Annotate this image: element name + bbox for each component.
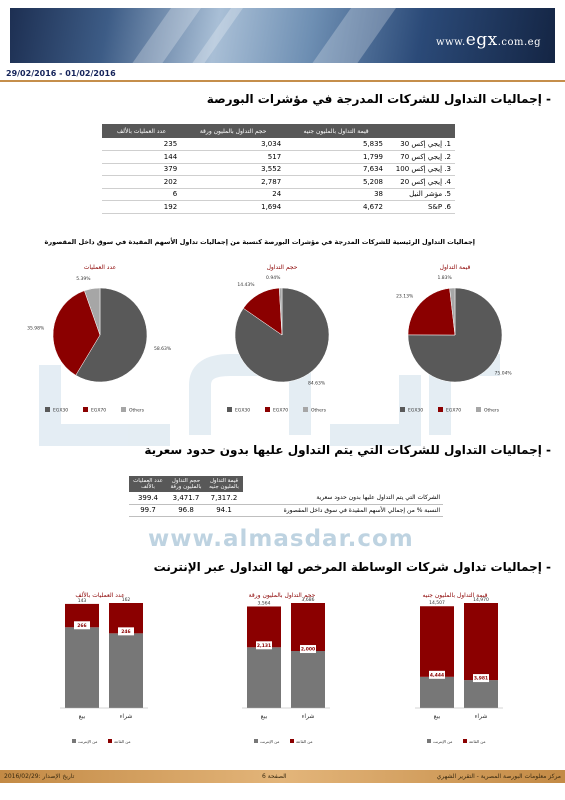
cell-value: 5,835 [285,138,387,151]
section2-title: - إجماليات التداول للشركات التي يتم التداول عليها بدون حدود سعرية [144,443,551,457]
header-rule [0,80,565,82]
col2-trades: عدد العمليات بالألف [129,476,167,492]
cell-volume: 2,787 [181,176,285,189]
cell-label: 5. مؤشر النيل [387,188,455,201]
bar-total-label: 143 [77,598,87,604]
table-row [129,504,443,516]
bar-category-label: شراء [301,713,315,720]
col-label [387,124,455,138]
cell-volume: 96.8 [167,504,205,516]
bar-total-label: 3,564 [257,601,271,607]
legend-swatch [83,407,88,412]
legend-swatch [121,407,126,412]
broker-bar-charts [0,588,565,758]
legend-label: EGX30 [235,408,251,414]
cell-value: 5,208 [285,176,387,189]
section3-title: - إجماليات تداول شركات الوساطة المرخص لها التداول عبر الإنترنت [153,560,551,574]
bar-category-label: شراء [474,713,488,720]
col2-value: قيمة التداول بالمليون جنيه [205,476,243,492]
cell-label: 2. إيجي إكس 70 [387,151,455,164]
bar-total-label: 14,507 [429,601,445,607]
bar-category-label: بيع [78,713,86,720]
bar-floor [291,603,325,651]
footer-issue-date: تاريخ الإصدار :2016/02/29 [4,773,75,780]
watermark-url: www.almasdar.com [148,526,414,552]
cell-value: 7,634 [285,163,387,176]
stacked-bar-chart [415,592,503,745]
col2-label [243,476,443,492]
legend-label: EGX70 [91,408,107,414]
legend-label: Others [484,408,500,414]
col-volume: حجم التداول بالمليون ورقة [181,124,285,138]
pie-data-label: 5.39% [76,276,91,282]
col-value: قيمة التداول بالمليون جنيه [285,124,387,138]
cell-label: S&P .6 [387,201,455,214]
cell-label: 1. إيجي إكس 30 [387,138,455,151]
bar-category-label: بيع [433,713,441,720]
bar-internet-label: 266 [77,623,87,629]
bar-internet-label: 246 [121,629,131,635]
legend-swatch [290,739,294,743]
no-limit-table [129,476,443,517]
pie-title: عدد العمليات [83,264,117,271]
legend-swatch [265,407,270,412]
cell-value: 7,317.2 [205,492,243,504]
pie-title: قيمة التداول [439,264,471,271]
footer-title: مركز معلومات البورصة المصرية - التقرير الشهري [436,773,561,780]
legend-swatch [438,407,443,412]
footer-page: الصفحة 6 [262,773,287,780]
legend-swatch [303,407,308,412]
pie-data-label: 35.98% [27,326,45,332]
cell-trades: 6 [102,188,181,201]
table-row [129,492,443,504]
pie-data-label: 84.63% [308,381,326,387]
cell-value: 4,672 [285,201,387,214]
bar-internet [65,627,99,708]
legend-label: من القاعة [114,739,131,744]
cell-trades: 379 [102,163,181,176]
bar-internet-label: 2,131 [256,643,272,649]
cell-volume: 3,034 [181,138,285,151]
legend-swatch [427,739,431,743]
bar-floor [420,606,454,677]
bar-total-label: 162 [121,598,131,603]
pie-data-label: 1.83% [437,276,452,282]
bar-chart-title: قيمة التداول بالمليون جنيه [422,592,488,599]
legend-swatch [254,739,258,743]
bar-chart-title: حجم التداول بالمليون ورقة [248,592,316,599]
legend-swatch [400,407,405,412]
legend-swatch [45,407,50,412]
pie-chart [227,264,329,414]
pie-title: حجم التداول [266,264,298,271]
table-row [102,188,455,201]
pie-data-label: 23.13% [396,294,414,300]
bar-internet [420,677,454,708]
stacked-bar-chart [242,592,330,745]
legend-label: من القاعة [296,739,313,744]
pie-data-label: 14.43% [237,283,255,289]
cell-trades: 192 [102,201,181,214]
bar-internet [109,633,143,708]
cell-label: النسبة % من إجمالي الأسهم المقيدة في سوق داخل المقصورة [243,504,443,516]
table-row [102,138,455,151]
cell-trades: 202 [102,176,181,189]
legend-label: من القاعة [469,739,486,744]
bar-chart-title: عدد العمليات بالألف [75,592,125,599]
bar-internet [291,651,325,708]
bar-internet [464,680,498,708]
cell-trades: 399.4 [129,492,167,504]
cell-volume: 3,552 [181,163,285,176]
bar-floor [464,603,498,680]
section1-title: - إجماليات التداول للشركات المدرجة في مؤشرات البورصة [206,92,551,106]
footer [0,770,565,783]
bar-internet-label: 4,444 [429,673,445,679]
bar-total-label: 3,686 [301,598,315,603]
bar-category-label: بيع [260,713,268,720]
cell-label: 4. إيجي إكس 20 [387,176,455,189]
cell-volume: 517 [181,151,285,164]
bar-internet-label: 3,981 [473,676,489,682]
header-banner [10,8,555,63]
bar-floor [247,606,281,647]
bar-total-label: 14,970 [473,598,489,603]
pie-charts [0,250,565,420]
cell-label: الشركات التي يتم التداول عليها بدون حدود سعرية [243,492,443,504]
legend-swatch [476,407,481,412]
pie-data-label: 0.94% [266,276,281,282]
cell-label: 3. إيجي إكس 100 [387,163,455,176]
legend-label: EGX70 [446,408,462,414]
cell-volume: 3,471.7 [167,492,205,504]
pie-data-label: 58.63% [153,346,172,352]
index-trading-table [102,124,455,214]
bar-category-label: شراء [119,713,133,720]
cell-trades: 99.7 [129,504,167,516]
pie-chart [396,264,512,414]
bar-internet [247,647,281,708]
cell-value: 38 [285,188,387,201]
legend-label: من الإنترنت [260,739,280,744]
cell-trades: 235 [102,138,181,151]
table-row [102,163,455,176]
col-trades: عدد العمليات بالألف [102,124,181,138]
legend-label: EGX70 [273,408,289,414]
legend-label: EGX30 [53,408,69,414]
cell-volume: 24 [181,188,285,201]
pie-chart [27,264,172,414]
cell-value: 1,799 [285,151,387,164]
legend-label: Others [311,408,327,414]
col2-volume: حجم التداول بالمليون ورقة [167,476,205,492]
date-range: 29/02/2016 - 01/02/2016 [6,69,116,78]
legend-swatch [227,407,232,412]
legend-label: من الإنترنت [78,739,98,744]
cell-trades: 144 [102,151,181,164]
stacked-bar-chart [60,591,148,745]
pies-caption: إجماليات التداول الرئيسية للشركات المدرجة في مؤشرات البورصة كنسبة من إجماليات تداول الأسهم المقيدة في سوق داخل المقصورة [44,238,475,246]
bar-internet-label: 2,000 [300,647,316,653]
legend-label: Others [129,408,145,414]
legend-swatch [463,739,467,743]
legend-label: EGX30 [408,408,424,414]
table-row [102,176,455,189]
pie-data-label: 75.04% [494,371,512,377]
cell-volume: 1,694 [181,201,285,214]
legend-label: من الإنترنت [433,739,453,744]
pie-slice-egx70 [408,288,455,335]
table-row [102,151,455,164]
table-row [102,201,455,214]
egx-logo[interactable]: www.egx.com.eg [436,30,541,50]
cell-value: 94.1 [205,504,243,516]
legend-swatch [108,739,112,743]
legend-swatch [72,739,76,743]
